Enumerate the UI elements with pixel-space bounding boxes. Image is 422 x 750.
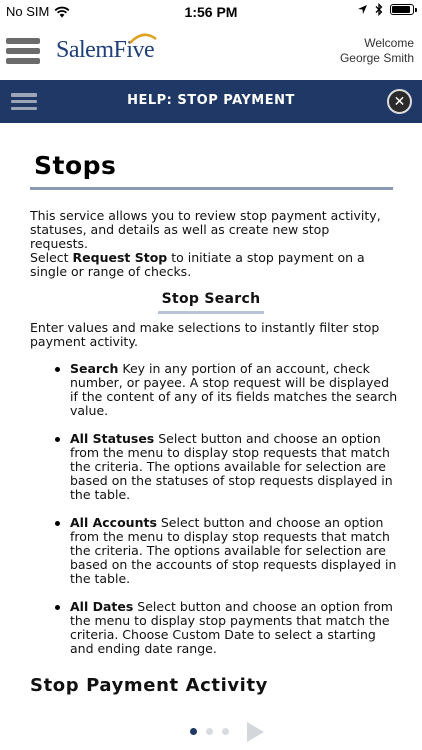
- list-item: [55, 362, 400, 418]
- battery-icon: [390, 4, 414, 15]
- page-dot[interactable]: [190, 728, 197, 735]
- section-heading-stop-payment-activity: Stop Payment Activity: [30, 675, 268, 696]
- stop-search-heading: Stop Search: [161, 291, 261, 307]
- salem-five-logo: [56, 37, 154, 69]
- list-item-text: Key in any portion of an account, check number, or payee. A stop request will be displayed if the content of any of its fields matches the search value.: [70, 361, 398, 418]
- logo-arc-icon: [128, 31, 158, 45]
- bluetooth-icon: [375, 3, 383, 16]
- close-icon[interactable]: [387, 89, 412, 114]
- status-right-group: [357, 3, 414, 16]
- list-item-term: All Statuses: [70, 431, 155, 446]
- next-page-icon[interactable]: [244, 720, 266, 744]
- request-stop-paragraph: [30, 251, 390, 279]
- list-item-term: All Dates: [70, 599, 134, 614]
- main-menu-button[interactable]: [6, 38, 40, 64]
- logo-text: SalemFive: [56, 37, 155, 63]
- request-stop-term: Request Stop: [72, 250, 168, 265]
- battery-fill: [392, 6, 410, 13]
- help-title-bar: [0, 80, 422, 123]
- welcome-label: Welcome: [364, 36, 414, 50]
- status-time: 1:56 PM: [184, 4, 238, 20]
- list-item: [55, 516, 400, 586]
- menu-line: [6, 48, 40, 54]
- page-title: Stops: [34, 151, 117, 180]
- list-item-term: All Accounts: [70, 515, 157, 530]
- page-dots: [190, 728, 229, 735]
- close-glyph: ✕: [393, 93, 406, 110]
- list-item: [55, 600, 400, 656]
- user-name: George Smith: [339, 51, 414, 65]
- carrier-label: No SIM: [6, 4, 50, 19]
- page-dot[interactable]: [206, 728, 213, 735]
- menu-line: [6, 58, 40, 64]
- filter-options-list: [55, 362, 400, 670]
- stop-search-divider: [158, 311, 264, 314]
- help-title: HELP: STOP PAYMENT: [127, 93, 295, 108]
- select-prefix: Select: [30, 250, 73, 265]
- title-divider: [30, 187, 393, 190]
- menu-line: [6, 38, 40, 44]
- page-indicator: [0, 718, 422, 746]
- list-item-text: Select button and choose an option from the menu to display stop requests that match the criteria. The options available for selection are based on the accounts of stop requests displayed in the table.: [70, 515, 397, 586]
- app-header: [0, 30, 422, 78]
- list-item-term: Search: [70, 361, 119, 376]
- location-arrow-icon: [357, 4, 368, 15]
- list-item: [55, 432, 400, 502]
- welcome-text: [340, 36, 414, 66]
- list-item-text: Select button and choose an option from the menu to display stop payments that match the criteria. Choose Custom Date to select a starting and ending date range.: [70, 599, 393, 656]
- page-dot[interactable]: [222, 728, 229, 735]
- status-bar: [0, 0, 422, 24]
- list-item-text: Select button and choose an option from the menu to display stop requests that match the criteria. The options available for selection are based on the statuses of stop requests displayed in the table.: [70, 431, 393, 502]
- intro-paragraph: This service allows you to review stop payment activity, statuses, and details as well as create new stop requests.: [30, 208, 381, 251]
- help-content[interactable]: [0, 123, 422, 723]
- select-suffix: to initiate a stop payment on a single or range of checks.: [30, 250, 365, 279]
- filter-paragraph: Enter values and make selections to instantly filter stop payment activity.: [30, 320, 380, 349]
